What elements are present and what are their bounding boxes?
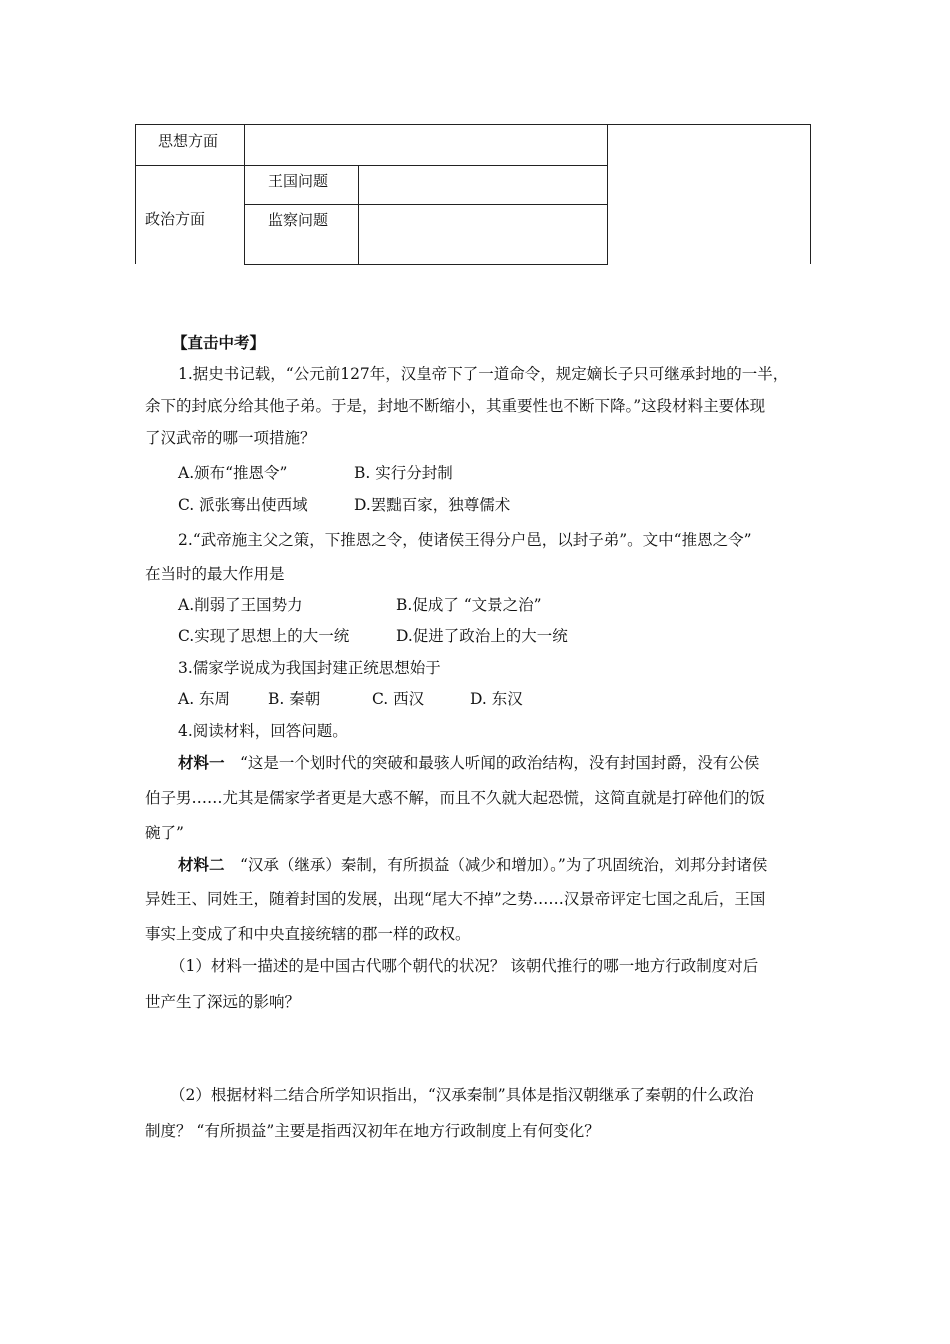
- table-border-left: [135, 124, 136, 264]
- material-2-line-2: 异姓王、同姓王，随着封国的发展，出现“尾大不掉”之势……汉景帝评定七国之乱后，王国: [145, 890, 766, 908]
- q2-option-a: A.削弱了王国势力: [178, 596, 303, 614]
- material-1-line-1: “这是一个划时代的突破和最骇人听闻的政治结构，没有封国封爵，没有公侯: [240, 754, 760, 772]
- subquestion-1-line-2: 世产生了深远的影响？: [145, 993, 301, 1011]
- table-row-divider-2: [244, 204, 608, 205]
- q1-option-c: C. 派张骞出使西域: [178, 496, 308, 514]
- table-border-right-inner: [607, 124, 608, 265]
- material-2-label: 材料二: [178, 855, 225, 874]
- table-border-inner: [358, 165, 359, 265]
- material-1-label: 材料一: [178, 753, 225, 772]
- q3-option-c: C. 西汉: [372, 690, 425, 708]
- subquestion-2-line-2: 制度？ “有所损益”主要是指西汉初年在地方行政制度上有何变化？: [145, 1122, 600, 1140]
- section-title: 【直击中考】: [172, 333, 266, 352]
- material-2-line-3: 事实上变成了和中央直接统辖的郡一样的政权。: [145, 925, 471, 943]
- material-1-line-3: 碗了”: [145, 824, 184, 842]
- table-border-bottom: [244, 264, 608, 265]
- q2-line-1: 2.“武帝施主父之策，下推恩之令，使诸侯王得分户邑，以封子弟”。文中“推恩之令”: [178, 531, 752, 549]
- table-cell-politics: 政治方面: [145, 210, 206, 228]
- table-row-divider-1: [135, 165, 608, 166]
- table-cell-kingdom: 王国问题: [268, 172, 329, 190]
- table-border-mid: [244, 124, 245, 265]
- q1-line-1: 1.据史书记载，“公元前127年，汉皇帝下了一道命令，规定嫡长子只可继承封地的一半，: [178, 365, 789, 383]
- q2-line-2: 在当时的最大作用是: [145, 565, 285, 583]
- table-cell-thought: 思想方面: [158, 132, 219, 150]
- q3-option-d: D. 东汉: [470, 690, 523, 708]
- q2-option-c: C.实现了思想上的大一统: [178, 627, 350, 645]
- q1-option-a: A.颁布“推恩令”: [178, 464, 288, 482]
- material-1-line-2: 伯子男……尤其是儒家学者更是大惑不解，而且不久就大起恐慌，这简直就是打碎他们的饭: [145, 789, 766, 807]
- material-2-line-1: “汉承（继承）秦制，有所损益（减少和增加）。”为了巩固统治，刘邦分封诸侯: [240, 856, 768, 874]
- subquestion-2-line-1: （2）根据材料二结合所学知识指出，“汉承秦制”具体是指汉朝继承了秦朝的什么政治: [170, 1086, 754, 1104]
- q4-line-1: 4.阅读材料，回答问题。: [178, 722, 348, 740]
- q1-option-d: D.罢黜百家，独尊儒术: [354, 496, 511, 514]
- q1-line-3: 了汉武帝的哪一项措施？: [145, 429, 316, 447]
- table-border-top: [135, 124, 811, 125]
- q3-option-b: B. 秦朝: [268, 690, 321, 708]
- q1-line-2: 余下的封底分给其他子弟。于是，封地不断缩小，其重要性也不断下降。”这段材料主要体现: [145, 397, 766, 415]
- q2-option-b: B.促成了 “文景之治”: [396, 596, 542, 614]
- subquestion-1-line-1: （1）材料一描述的是中国古代哪个朝代的状况？ 该朝代推行的哪一地方行政制度对后: [170, 957, 759, 975]
- q3-line-1: 3.儒家学说成为我国封建正统思想始于: [178, 659, 441, 677]
- table-border-right: [810, 124, 811, 264]
- q1-option-b: B. 实行分封制: [354, 464, 453, 482]
- table-cell-supervision: 监察问题: [268, 211, 329, 229]
- q3-option-a: A. 东周: [178, 690, 231, 708]
- q2-option-d: D.促进了政治上的大一统: [396, 627, 568, 645]
